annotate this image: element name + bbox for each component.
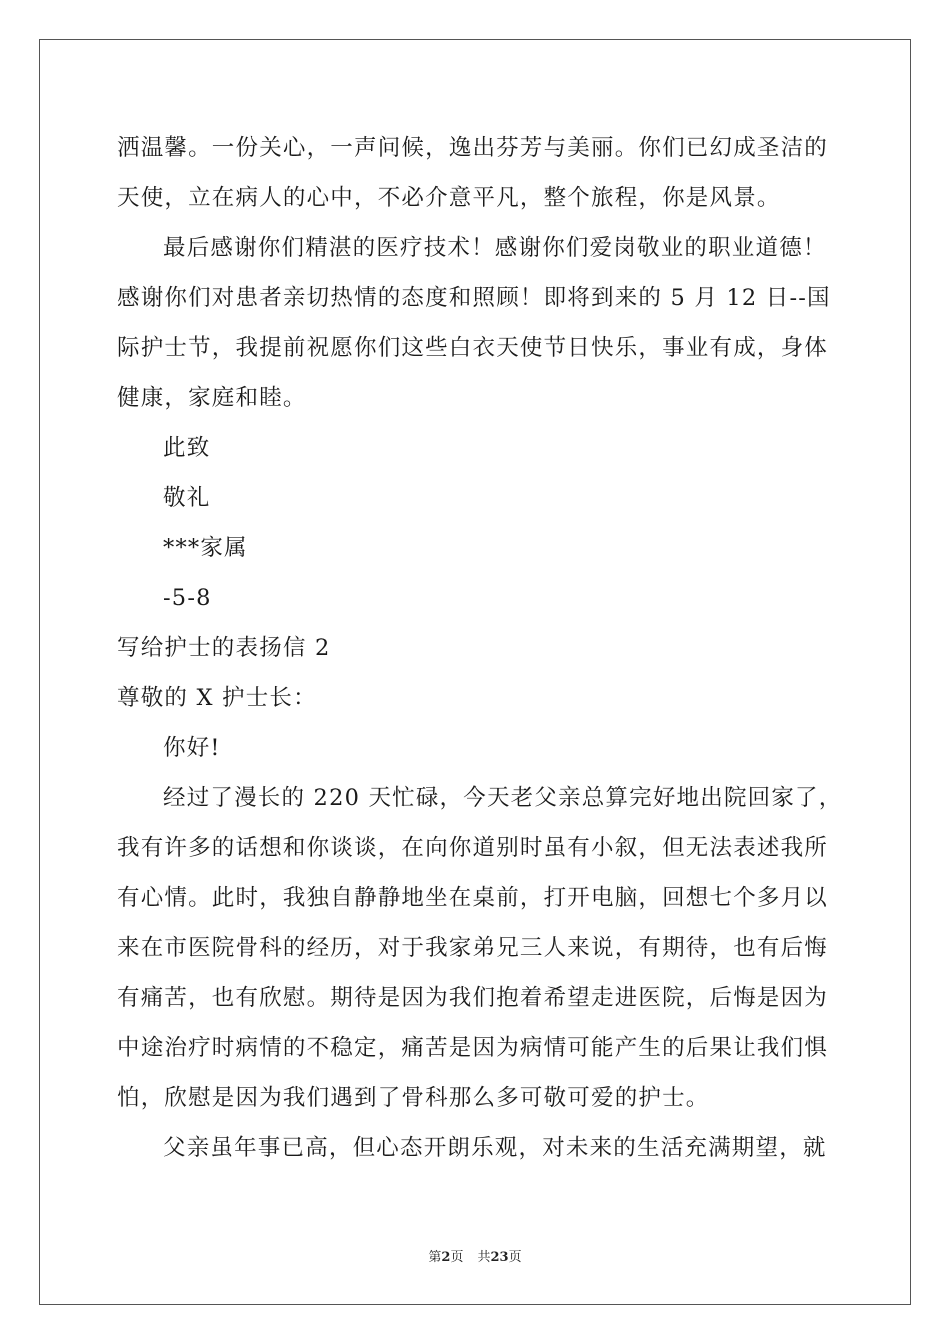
- page-number: 2: [441, 1250, 451, 1265]
- total-pages: 23: [490, 1250, 509, 1265]
- closing-salutation: 此致: [163, 435, 211, 461]
- greeting: 尊敬的 X 护士长：: [117, 685, 317, 711]
- text-line: 来在市医院骨科的经历，对于我家弟兄三人来说，有期待，也有后悔: [117, 935, 829, 961]
- page-border: [39, 39, 911, 1305]
- text-line: 有痛苦，也有欣慰。期待是因为我们抱着希望走进医院，后悔是因为: [117, 985, 829, 1011]
- text-line: 洒温馨。一份关心，一声问候，逸出芬芳与美丽。你们已幻成圣洁的: [117, 135, 829, 161]
- total-prefix: 共: [477, 1250, 491, 1265]
- text-line: 我有许多的话想和你谈谈，在向你道别时虽有小叙，但无法表述我所: [117, 835, 829, 861]
- date: -5-8: [163, 585, 212, 611]
- page-suffix: 页: [450, 1250, 464, 1265]
- page-footer: [0, 1249, 950, 1267]
- signature: ***家属: [163, 535, 248, 561]
- text-line: 父亲虽年事已高，但心态开朗乐观，对未来的生活充满期望，就: [163, 1135, 827, 1161]
- text-line: 天使，立在病人的心中，不必介意平凡，整个旅程，你是风景。: [117, 185, 781, 211]
- greeting-hello: 你好!: [163, 735, 221, 761]
- text-line: 健康，家庭和睦。: [117, 385, 307, 411]
- closing-regards: 敬礼: [163, 485, 211, 511]
- text-line: 最后感谢你们精湛的医疗技术！感谢你们爱岗敬业的职业道德！: [163, 235, 827, 261]
- text-line: 经过了漫长的 220 天忙碌，今天老父亲总算完好地出院回家了，: [163, 785, 843, 811]
- page-prefix: 第: [428, 1250, 442, 1265]
- text-line: 有心情。此时，我独自静静地坐在桌前，打开电脑，回想七个多月以: [117, 885, 829, 911]
- total-suffix: 页: [508, 1250, 522, 1265]
- section-title: 写给护士的表扬信 2: [117, 635, 331, 661]
- text-line: 怕，欣慰是因为我们遇到了骨科那么多可敬可爱的护士。: [117, 1085, 710, 1111]
- text-line: 中途治疗时病情的不稳定，痛苦是因为病情可能产生的后果让我们惧: [117, 1035, 829, 1061]
- text-line: 际护士节，我提前祝愿你们这些白衣天使节日快乐，事业有成，身体: [117, 335, 829, 361]
- text-line: 感谢你们对患者亲切热情的态度和照顾！即将到来的 5 月 12 日--国: [117, 285, 831, 311]
